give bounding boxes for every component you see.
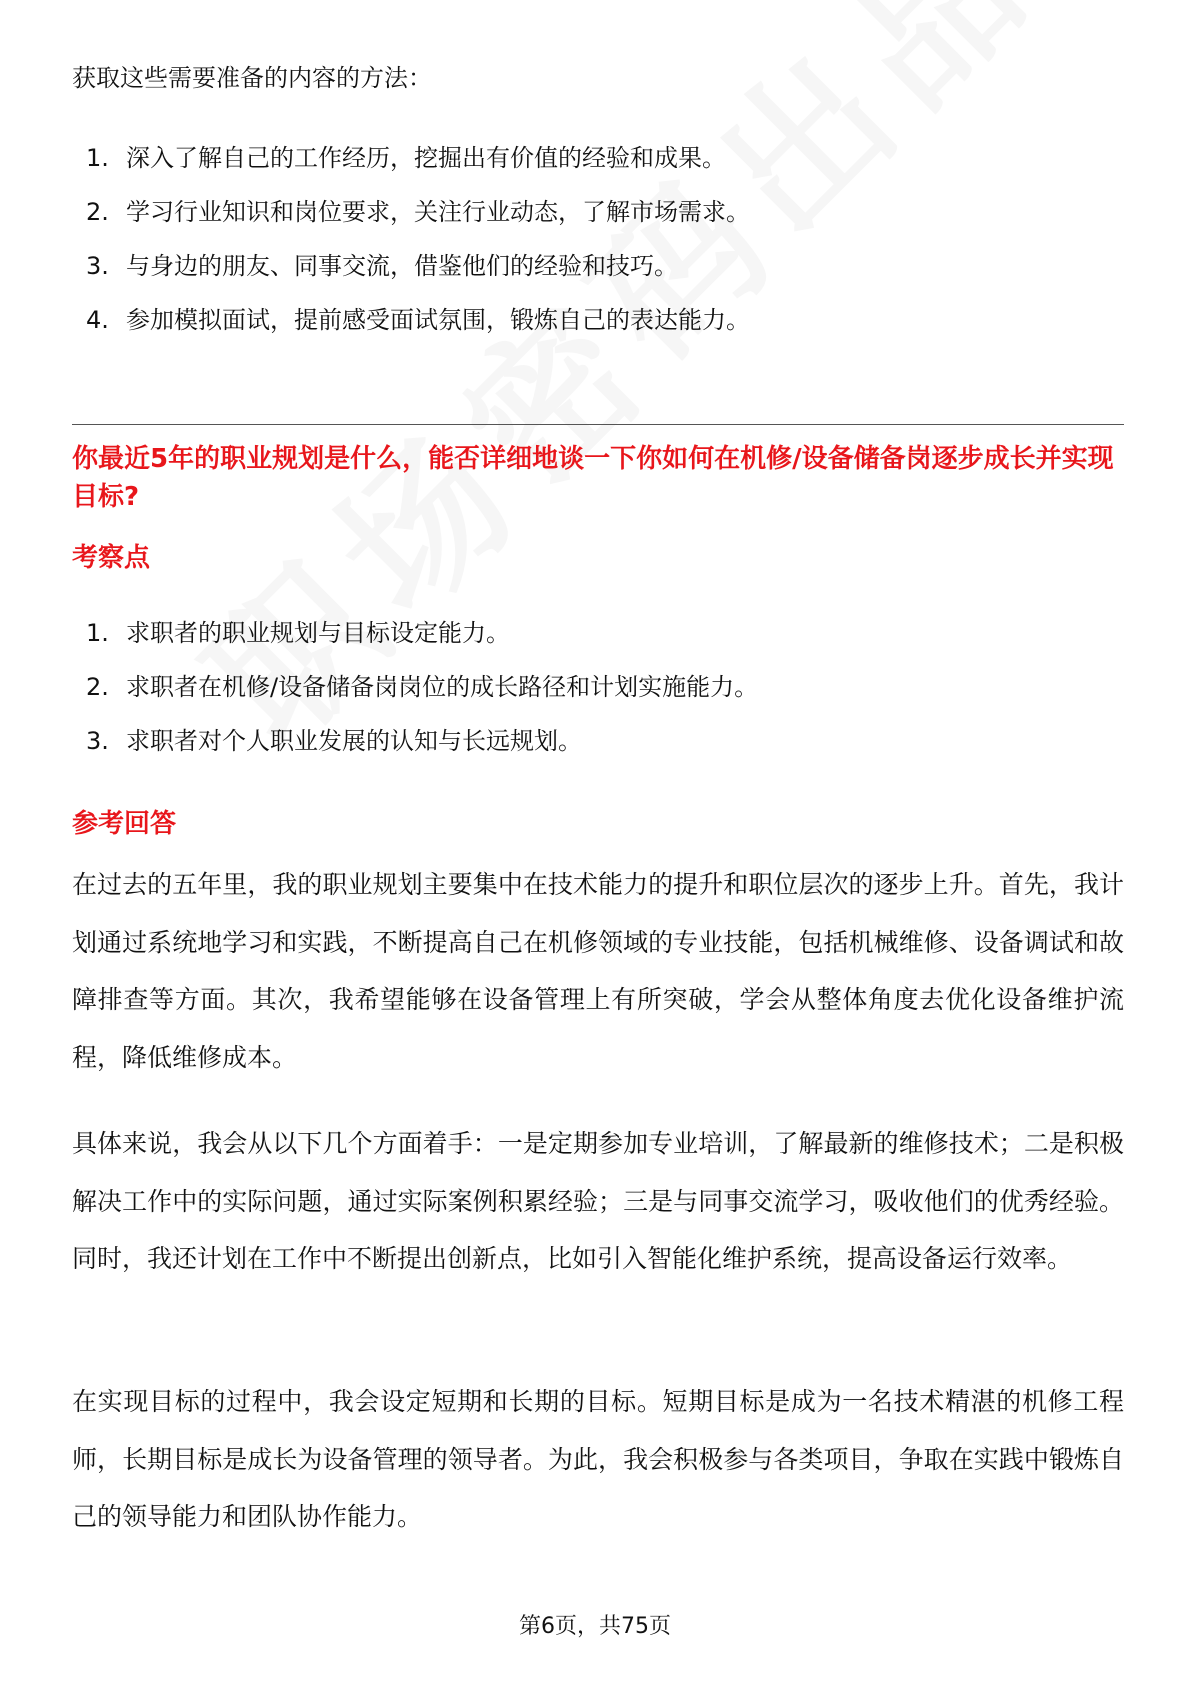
list-number: 2. [86, 673, 109, 701]
list-text: 求职者在机修/设备储备岗岗位的成长路径和计划实施能力。 [126, 673, 759, 701]
answer-heading: 参考回答 [72, 809, 177, 839]
list-number: 3. [86, 252, 109, 280]
intro-text: 获取这些需要准备的内容的方法： [72, 64, 432, 92]
list-item [86, 670, 758, 704]
list-item [86, 249, 678, 283]
answer-paragraph: 在实现目标的过程中，我会设定短期和长期的目标。短期目标是成为一名技术精湛的机修工程师，长期目标是成长为设备管理的领导者。为此，我会积极参与各类项目，争取在实践中锻炼自己的领导能力和团队协作能力。 [72, 1387, 1124, 1531]
list-item [86, 303, 750, 337]
focus-heading: 考察点 [72, 543, 151, 573]
list-item [86, 195, 750, 229]
list-number: 1. [86, 144, 109, 172]
list-item [86, 724, 582, 758]
answer-paragraph: 在过去的五年里，我的职业规划主要集中在技术能力的提升和职位层次的逐步上升。首先，我计划通过系统地学习和实践，不断提高自己在机修领域的专业技能，包括机械维修、设备调试和故障排查等方面。其次，我希望能够在设备管理上有所突破，学会从整体角度去优化设备维护流程，降低维修成本。 [72, 870, 1124, 1072]
list-number: 4. [86, 306, 109, 334]
list-item [86, 141, 726, 175]
list-text: 学习行业知识和岗位要求，关注行业动态，了解市场需求。 [126, 198, 750, 226]
list-text: 求职者的职业规划与目标设定能力。 [126, 619, 510, 647]
list-text: 深入了解自己的工作经历，挖掘出有价值的经验和成果。 [126, 144, 726, 172]
document-page [72, 0, 1124, 1684]
list-number: 1. [86, 619, 109, 647]
list-item [86, 616, 510, 650]
list-text: 参加模拟面试，提前感受面试氛围，锻炼自己的表达能力。 [126, 306, 750, 334]
list-text: 与身边的朋友、同事交流，借鉴他们的经验和技巧。 [126, 252, 678, 280]
list-text: 求职者对个人职业发展的认知与长远规划。 [126, 727, 582, 755]
page-number: 第6页，共75页 [519, 1614, 671, 1639]
list-number: 2. [86, 198, 109, 226]
answer-paragraph: 具体来说，我会从以下几个方面着手：一是定期参加专业培训，了解最新的维修技术；二是积极解决工作中的实际问题，通过实际案例积累经验；三是与同事交流学习，吸收他们的优秀经验。同时，我还计划在工作中不断提出创新点，比如引入智能化维护系统，提高设备运行效率。 [72, 1129, 1124, 1273]
section-divider [72, 424, 1124, 425]
question-heading: 你最近5年的职业规划是什么，能否详细地谈一下你如何在机修/设备储备岗逐步成长并实现目标? [72, 444, 1114, 512]
list-number: 3. [86, 727, 109, 755]
